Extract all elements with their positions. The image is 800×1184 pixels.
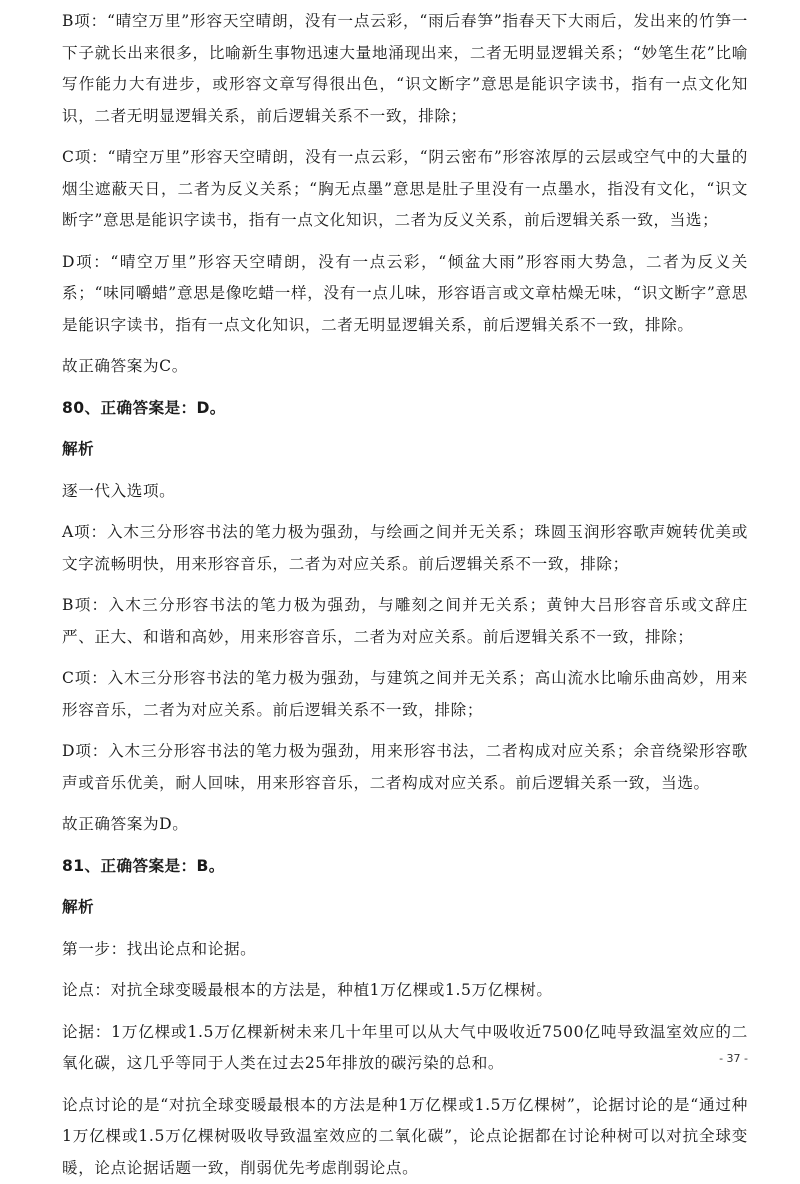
answer-conclusion: 故正确答案为D。 [62,809,748,841]
analysis-intro: 逐一代入选项。 [62,476,748,508]
argument-evidence: 论据：1万亿棵或1.5万亿棵新树未来几十年里可以从大气中吸收近7500亿吨导致温室效应的二氧化碳，这几乎等同于人类在过去25年排放的碳污染的总和。 [62,1017,748,1080]
question-80-answer-heading: 80、正确答案是：D。 [62,393,748,425]
page-number: - 37 - [719,1052,748,1065]
option-b-analysis: B项：“晴空万里”形容天空晴朗，没有一点云彩，“雨后春笋”指春天下大雨后，发出来的竹笋一下子就长出来很多，比喻新生事物迅速大量地涌现出来，二者无明显逻辑关系；“妙笔生花”比喻写作能力大有进步，或形容文章写得很出色，“识文断字”意思是能识字读书，指有一点文化知识，二者无明显逻辑关系，前后逻辑关系不一致，排除； [62,6,748,132]
analysis-heading: 解析 [62,892,748,924]
option-b-analysis: B项：入木三分形容书法的笔力极为强劲，与雕刻之间并无关系；黄钟大吕形容音乐或文辞庄严、正大、和谐和高妙，用来形容音乐，二者为对应关系。前后逻辑关系不一致，排除； [62,590,748,653]
step-one: 第一步：找出论点和论据。 [62,934,748,966]
option-d-analysis: D项：入木三分形容书法的笔力极为强劲，用来形容书法，二者构成对应关系；余音绕梁形容歌声或音乐优美，耐人回味，用来形容音乐，二者构成对应关系。前后逻辑关系一致，当选。 [62,736,748,799]
analysis-heading: 解析 [62,434,748,466]
option-d-analysis: D项：“晴空万里”形容天空晴朗，没有一点云彩，“倾盆大雨”形容雨大势急，二者为反义关系；“味同嚼蜡”意思是像吃蜡一样，没有一点儿味，形容语言或文章枯燥无味，“识文断字”意思是能识字读书，指有一点文化知识，二者无明显逻辑关系，前后逻辑关系不一致，排除。 [62,247,748,342]
option-c-analysis: C项：“晴空万里”形容天空晴朗，没有一点云彩，“阴云密布”形容浓厚的云层或空气中的大量的烟尘遮蔽天日，二者为反义关系；“胸无点墨”意思是肚子里没有一点墨水，指没有文化，“识文断字”意思是能识字读书，指有一点文化知识，二者为反义关系，前后逻辑关系一致，当选； [62,142,748,237]
question-81-answer-heading: 81、正确答案是：B。 [62,851,748,883]
argument-discussion: 论点讨论的是“对抗全球变暖最根本的方法是种1万亿棵或1.5万亿棵树”，论据讨论的是“通过种1万亿棵或1.5万亿棵树吸收导致温室效应的二氧化碳”，论点论据都在讨论种树可以对抗全球变暖，论点论据话题一致，削弱优先考虑削弱论点。 [62,1090,748,1184]
option-a-analysis: A项：入木三分形容书法的笔力极为强劲，与绘画之间并无关系；珠圆玉润形容歌声婉转优美或文字流畅明快，用来形容音乐，二者为对应关系。前后逻辑关系不一致，排除； [62,517,748,580]
argument-claim: 论点：对抗全球变暖最根本的方法是，种植1万亿棵或1.5万亿棵树。 [62,975,748,1007]
option-c-analysis: C项：入木三分形容书法的笔力极为强劲，与建筑之间并无关系；高山流水比喻乐曲高妙，用来形容音乐，二者为对应关系。前后逻辑关系不一致，排除； [62,663,748,726]
answer-conclusion: 故正确答案为C。 [62,351,748,383]
